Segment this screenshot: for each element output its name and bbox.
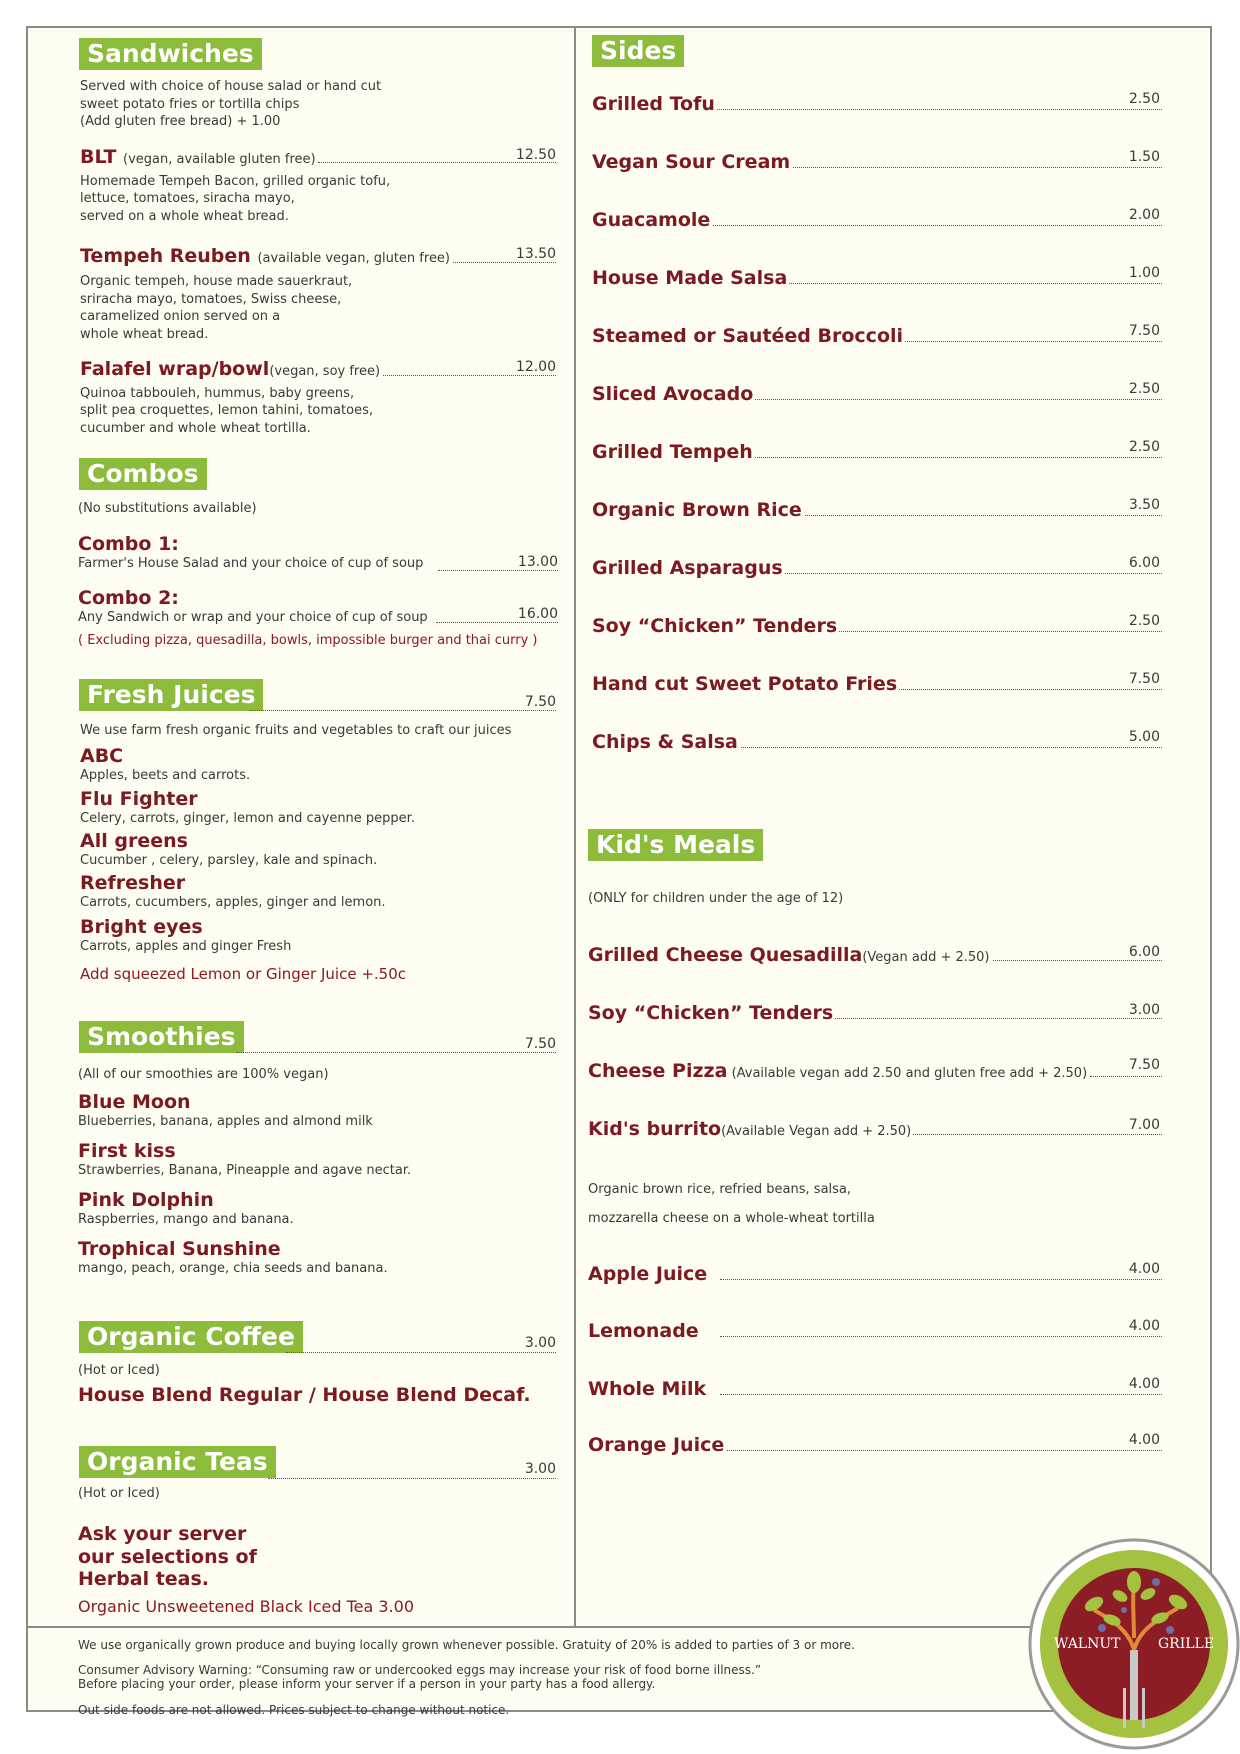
juice-name: Flu Fighter bbox=[80, 788, 198, 810]
teas-iced: Organic Unsweetened Black Iced Tea 3.00 bbox=[78, 1597, 415, 1616]
drink-item-price: 4.00 bbox=[1128, 1376, 1160, 1392]
kids-item-name: Kid's burrito(Available Vegan add + 2.50) bbox=[588, 1117, 913, 1144]
kids-item-price: 3.00 bbox=[1128, 1002, 1160, 1018]
kids-item-name: Grilled Cheese Quesadilla(Vegan add + 2.50) bbox=[588, 943, 992, 970]
side-item-name: Grilled Asparagus bbox=[592, 557, 783, 579]
juice-desc: Carrots, cucumbers, apples, ginger and lemon. bbox=[80, 895, 386, 910]
side-item-name: Chips & Salsa bbox=[592, 731, 738, 753]
side-item-price: 2.50 bbox=[1128, 439, 1160, 455]
side-item-name: Guacamole bbox=[592, 209, 711, 231]
smoothies-price: 7.50 bbox=[524, 1036, 556, 1052]
juice-desc: Carrots, apples and ginger Fresh bbox=[80, 939, 292, 954]
smoothie-desc: Raspberries, mango and banana. bbox=[78, 1212, 294, 1227]
coffee-item: House Blend Regular / House Blend Decaf. bbox=[78, 1384, 531, 1406]
price-leader bbox=[906, 1134, 1162, 1135]
juice-desc: Apples, beets and carrots. bbox=[80, 768, 251, 783]
burrito-desc: Organic brown rice, refried beans, salsa, bbox=[588, 1182, 852, 1197]
menu-item-price: 13.50 bbox=[515, 246, 556, 262]
kids-item-name: Soy “Chicken” Tenders bbox=[588, 1002, 834, 1024]
menu-item-desc: served on a whole wheat bread. bbox=[80, 209, 289, 224]
side-item-name: Grilled Tempeh bbox=[592, 441, 753, 463]
burrito-desc: mozzarella cheese on a whole-wheat tortilla bbox=[588, 1211, 875, 1226]
menu-item-desc: Organic tempeh, house made sauerkraut, bbox=[80, 274, 353, 289]
price-leader bbox=[1090, 1076, 1162, 1077]
smoothie-name: Trophical Sunshine bbox=[78, 1238, 281, 1260]
kids-item-price: 7.50 bbox=[1128, 1057, 1160, 1073]
price-leader bbox=[720, 1450, 1162, 1451]
side-item-name: Soy “Chicken” Tenders bbox=[592, 615, 838, 637]
smoothie-desc: mango, peach, orange, chia seeds and banana. bbox=[78, 1261, 388, 1276]
menu-item-desc: split pea croquettes, lemon tahini, tomatoes, bbox=[80, 403, 373, 418]
sandwiches-intro-3: (Add gluten free bread) + 1.00 bbox=[80, 114, 281, 129]
side-item-name: Hand cut Sweet Potato Fries bbox=[592, 673, 898, 695]
price-leader bbox=[700, 109, 1162, 110]
footer-line: We use organically grown produce and buying locally grown whenever possible. Gratuity of 20% is added to parties of 3 or more. bbox=[78, 1638, 855, 1652]
coffee-price: 3.00 bbox=[524, 1335, 556, 1351]
teas-ask-line: Herbal teas. bbox=[78, 1568, 210, 1590]
menu-item-name: Falafel wrap/bowl(vegan, soy free) bbox=[80, 357, 382, 384]
side-item-name: Steamed or Sautéed Broccoli bbox=[592, 325, 904, 347]
teas-price: 3.00 bbox=[524, 1461, 556, 1477]
combos-note: ( Excluding pizza, quesadilla, bowls, impossible burger and thai curry ) bbox=[78, 633, 538, 648]
price-leader bbox=[700, 457, 1162, 458]
side-item-name: Organic Brown Rice bbox=[592, 499, 802, 521]
juice-name: Bright eyes bbox=[80, 916, 203, 938]
section-header-sides: Sides bbox=[592, 35, 684, 67]
side-item-price: 2.50 bbox=[1128, 613, 1160, 629]
menu-item-desc: lettuce, tomatoes, siracha mayo, bbox=[80, 191, 295, 206]
section-header-kids: Kid's Meals bbox=[588, 829, 763, 861]
footer-line: Consumer Advisory Warning: “Consuming raw or undercooked eggs may increase your risk of food borne illness.” bbox=[78, 1663, 762, 1677]
column-divider bbox=[574, 26, 576, 1628]
section-header-smoothies: Smoothies bbox=[79, 1021, 244, 1053]
price-leader bbox=[700, 225, 1162, 226]
side-item-name: Grilled Tofu bbox=[592, 93, 715, 115]
section-header-teas: Organic Teas bbox=[79, 1446, 276, 1478]
side-item-name: House Made Salsa bbox=[592, 267, 788, 289]
price-leader bbox=[720, 1394, 1162, 1395]
smoothie-desc: Strawberries, Banana, Pineapple and agave nectar. bbox=[78, 1163, 412, 1178]
side-item-price: 2.00 bbox=[1128, 207, 1160, 223]
menu-item-desc: Homemade Tempeh Bacon, grilled organic tofu, bbox=[80, 174, 391, 189]
logo-text-left: WALNUT bbox=[1054, 1636, 1121, 1652]
price-leader bbox=[700, 747, 1162, 748]
side-item-price: 2.50 bbox=[1128, 91, 1160, 107]
juices-price: 7.50 bbox=[524, 694, 556, 710]
combo-price: 16.00 bbox=[517, 606, 558, 622]
side-item-price: 3.50 bbox=[1128, 497, 1160, 513]
smoothie-name: Blue Moon bbox=[78, 1091, 191, 1113]
drink-item-price: 4.00 bbox=[1128, 1261, 1160, 1277]
juice-name: Refresher bbox=[80, 872, 186, 894]
price-leader bbox=[286, 1352, 556, 1353]
combo-name: Combo 1: bbox=[78, 533, 179, 555]
menu-item-price: 12.00 bbox=[515, 359, 556, 375]
drink-item-price: 4.00 bbox=[1128, 1432, 1160, 1448]
kids-item-price: 6.00 bbox=[1128, 944, 1160, 960]
juice-desc: Celery, carrots, ginger, lemon and cayenne pepper. bbox=[80, 811, 415, 826]
side-item-price: 7.50 bbox=[1128, 671, 1160, 687]
menu-item-desc: caramelized onion served on a bbox=[80, 309, 281, 324]
price-leader bbox=[268, 1478, 556, 1479]
juice-name: ABC bbox=[80, 745, 124, 767]
combo-desc: Farmer's House Salad and your choice of cup of soup bbox=[78, 556, 424, 571]
smoothie-name: Pink Dolphin bbox=[78, 1189, 214, 1211]
combo-name: Combo 2: bbox=[78, 587, 179, 609]
side-item-price: 1.00 bbox=[1128, 265, 1160, 281]
menu-item-desc: Quinoa tabbouleh, hummus, baby greens, bbox=[80, 386, 355, 401]
juice-desc: Cucumber , celery, parsley, kale and spinach. bbox=[80, 853, 378, 868]
kids-item-name: Cheese Pizza (Available vegan add 2.50 and gluten free add + 2.50) bbox=[588, 1059, 1089, 1086]
drink-item-name: Lemonade bbox=[588, 1320, 699, 1342]
coffee-intro: (Hot or Iced) bbox=[78, 1363, 160, 1378]
teas-ask-line: our selections of bbox=[78, 1546, 257, 1568]
drink-item-name: Apple Juice bbox=[588, 1263, 708, 1285]
price-leader bbox=[720, 1279, 1162, 1280]
kids-intro: (ONLY for children under the age of 12) bbox=[588, 891, 844, 906]
sandwiches-intro-1: Served with choice of house salad or hand cut bbox=[80, 79, 382, 94]
smoothies-intro: (All of our smoothies are 100% vegan) bbox=[78, 1067, 329, 1082]
price-leader bbox=[700, 399, 1162, 400]
side-item-name: Vegan Sour Cream bbox=[592, 151, 791, 173]
menu-item-name: Tempeh Reuben (available vegan, gluten free) bbox=[80, 244, 452, 271]
walnut-grille-logo bbox=[1028, 1538, 1240, 1750]
side-item-price: 2.50 bbox=[1128, 381, 1160, 397]
side-item-price: 6.00 bbox=[1128, 555, 1160, 571]
section-header-juices: Fresh Juices bbox=[79, 679, 263, 711]
section-header-coffee: Organic Coffee bbox=[79, 1321, 303, 1353]
menu-item-name: BLT (vegan, available gluten free) bbox=[80, 145, 318, 172]
side-item-price: 7.50 bbox=[1128, 323, 1160, 339]
side-item-name: Sliced Avocado bbox=[592, 383, 754, 405]
drink-item-name: Orange Juice bbox=[588, 1434, 725, 1456]
side-item-price: 1.50 bbox=[1128, 149, 1160, 165]
combo-price: 13.00 bbox=[517, 554, 558, 570]
sandwiches-intro-2: sweet potato fries or tortilla chips bbox=[80, 97, 300, 112]
section-header-combos: Combos bbox=[79, 458, 207, 490]
combo-desc: Any Sandwich or wrap and your choice of cup of soup bbox=[78, 610, 428, 625]
drink-item-name: Whole Milk bbox=[588, 1378, 707, 1400]
section-header-sandwiches: Sandwiches bbox=[79, 38, 262, 70]
menu-item-desc: cucumber and whole wheat tortilla. bbox=[80, 421, 311, 436]
juices-intro: We use farm fresh organic fruits and vegetables to craft our juices bbox=[80, 723, 512, 738]
teas-intro: (Hot or Iced) bbox=[78, 1486, 160, 1501]
footer-line: Out side foods are not allowed. Prices subject to change without notice. bbox=[78, 1703, 510, 1717]
price-leader bbox=[720, 1336, 1162, 1337]
menu-item-desc: whole wheat bread. bbox=[80, 327, 209, 342]
juices-addon: Add squeezed Lemon or Ginger Juice +.50c bbox=[80, 965, 406, 983]
smoothie-name: First kiss bbox=[78, 1140, 176, 1162]
menu-item-desc: sriracha mayo, tomatoes, Swiss cheese, bbox=[80, 292, 342, 307]
combos-intro: (No substitutions available) bbox=[78, 501, 257, 516]
smoothie-desc: Blueberries, banana, apples and almond milk bbox=[78, 1114, 373, 1129]
teas-ask-line: Ask your server bbox=[78, 1523, 247, 1545]
side-item-price: 5.00 bbox=[1128, 729, 1160, 745]
menu-item-price: 12.50 bbox=[515, 147, 556, 163]
juice-name: All greens bbox=[80, 830, 188, 852]
footer-line: Before placing your order, please inform your server if a person in your party has a food allergy. bbox=[78, 1677, 656, 1691]
kids-item-price: 7.00 bbox=[1128, 1117, 1160, 1133]
logo-text-right: GRILLE bbox=[1158, 1636, 1215, 1652]
drink-item-price: 4.00 bbox=[1128, 1318, 1160, 1334]
